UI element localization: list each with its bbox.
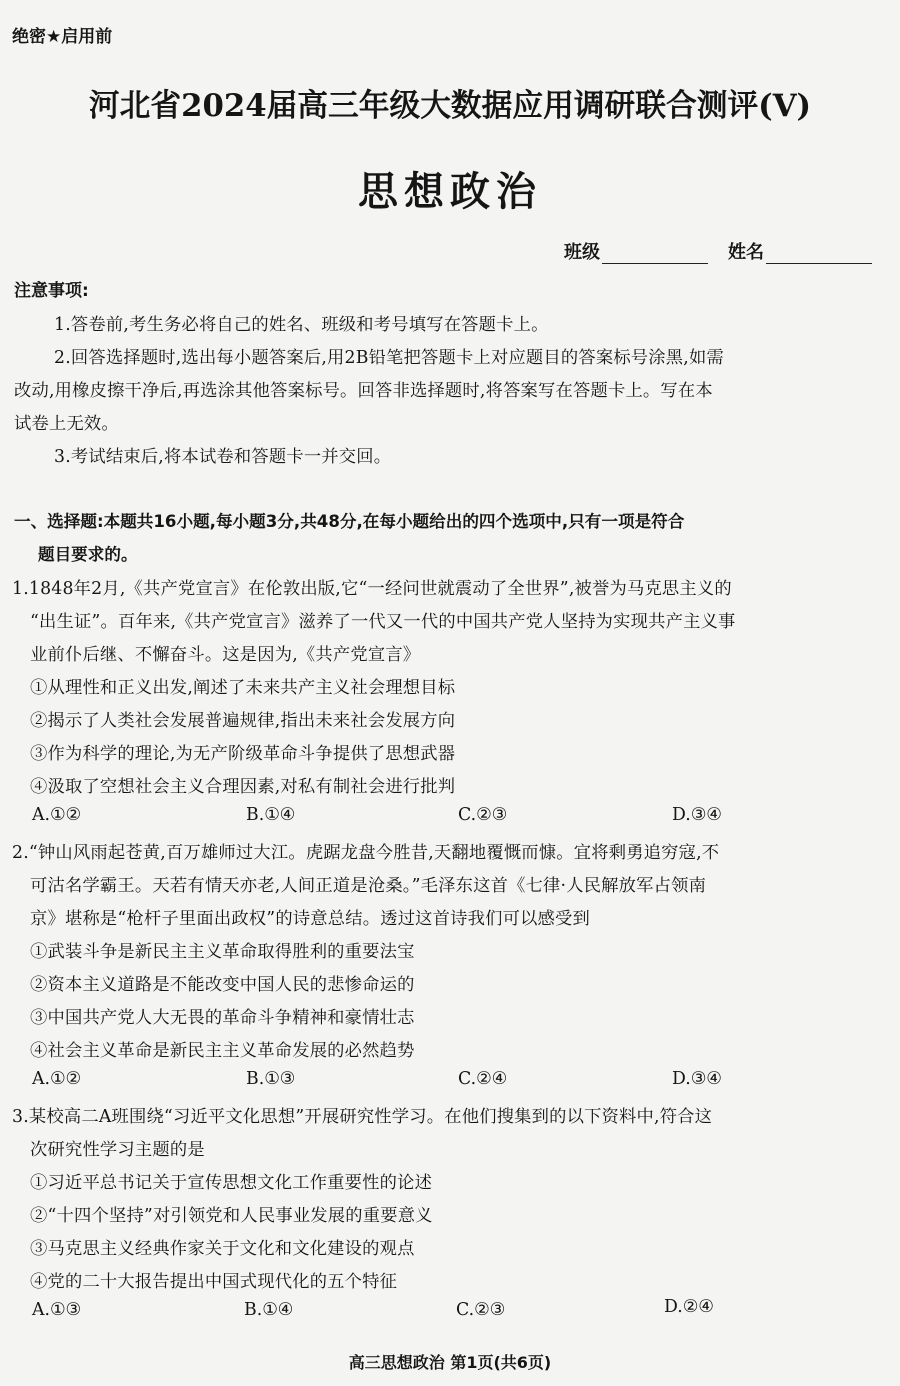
name-label: 姓名 [728, 242, 764, 263]
statement-item: ③马克思主义经典作家关于文化和文化建设的观点 [30, 1239, 415, 1259]
question-stem: 2.“钟山风雨起苍黄,百万雄师过大江。虎踞龙盘今胜昔,天翻地覆慨而慷。宜将剩勇追穷寇,不 [12, 843, 720, 863]
question-stem: “出生证”。百年来,《共产党宣言》滋养了一代又一代的中国共产党人坚持为实现共产主义事 [30, 612, 736, 632]
student-info-fields [564, 238, 872, 264]
note-line: 2.回答选择题时,选出每小题答案后,用2B铅笔把答题卡上对应题目的答案标号涂黑,如需 [54, 348, 724, 368]
statement-item: ②“十四个坚持”对引领党和人民事业发展的重要意义 [30, 1206, 433, 1226]
class-label: 班级 [564, 242, 600, 263]
question-stem: 业前仆后继、不懈奋斗。这是因为,《共产党宣言》 [30, 645, 421, 665]
statement-item: ④汲取了空想社会主义合理因素,对私有制社会进行批判 [30, 777, 456, 797]
statement-item: ①从理性和正义出发,阐述了未来共产主义社会理想目标 [30, 678, 456, 698]
option-c: C.②④ [458, 1069, 508, 1089]
statement-item: ①习近平总书记关于宣传思想文化工作重要性的论述 [30, 1173, 433, 1193]
option-c: C.②③ [458, 805, 508, 825]
statement-item: ④党的二十大报告提出中国式现代化的五个特征 [30, 1272, 398, 1292]
statement-item: ①武装斗争是新民主主义革命取得胜利的重要法宝 [30, 942, 415, 962]
note-line: 3.考试结束后,将本试卷和答题卡一并交回。 [54, 447, 392, 467]
option-b: B.①③ [246, 1069, 296, 1089]
name-blank [766, 245, 872, 264]
statement-item: ③作为科学的理论,为无产阶级革命斗争提供了思想武器 [30, 744, 456, 764]
option-a: A.①② [32, 805, 81, 825]
note-line: 1.答卷前,考生务必将自己的姓名、班级和考号填写在答题卡上。 [54, 315, 549, 335]
option-d: D.③④ [672, 1069, 722, 1089]
statement-item: ④社会主义革命是新民主主义革命发展的必然趋势 [30, 1041, 415, 1061]
option-a: A.①② [32, 1069, 81, 1089]
note-line: 试卷上无效。 [14, 414, 119, 434]
option-b: B.①④ [244, 1300, 294, 1320]
exam-title: 河北省2024届高三年级大数据应用调研联合测评(Ⅴ) [88, 88, 812, 124]
question-stem: 1.1848年2月,《共产党宣言》在伦敦出版,它“一经问世就震动了全世界”,被誉为马克思主义的 [12, 579, 732, 599]
question-stem: 京》堪称是“枪杆子里面出政权”的诗意总结。透过这首诗我们可以感受到 [30, 909, 590, 929]
class-blank [602, 245, 708, 264]
statement-item: ③中国共产党人大无畏的革命斗争精神和豪情壮志 [30, 1008, 415, 1028]
statement-item: ②揭示了人类社会发展普遍规律,指出未来社会发展方向 [30, 711, 456, 731]
subject-title: 思想政治 [358, 168, 542, 215]
question-stem: 3.某校高二A班围绕“习近平文化思想”开展研究性学习。在他们搜集到的以下资料中,符合这 [12, 1107, 713, 1127]
option-c: C.②③ [456, 1300, 506, 1320]
option-b: B.①④ [246, 805, 296, 825]
section-header: 一、选择题:本题共16小题,每小题3分,共48分,在每小题给出的四个选项中,只有一项是符合 [14, 512, 685, 531]
section-header-cont: 题目要求的。 [38, 545, 138, 564]
confidential-mark: 绝密★启用前 [12, 27, 113, 47]
note-line: 改动,用橡皮擦干净后,再选涂其他答案标号。回答非选择题时,将答案写在答题卡上。写在本 [14, 381, 713, 401]
question-stem: 次研究性学习主题的是 [30, 1140, 205, 1160]
page-footer: 高三思想政治 第1页(共6页) [348, 1353, 552, 1372]
notes-title: 注意事项: [14, 281, 89, 301]
option-d: D.②④ [664, 1297, 714, 1317]
statement-item: ②资本主义道路是不能改变中国人民的悲惨命运的 [30, 975, 415, 995]
option-a: A.①③ [32, 1300, 81, 1320]
question-stem: 可沽名学霸王。天若有情天亦老,人间正道是沧桑。”毛泽东这首《七律·人民解放军占领南 [30, 876, 707, 896]
option-d: D.③④ [672, 805, 722, 825]
